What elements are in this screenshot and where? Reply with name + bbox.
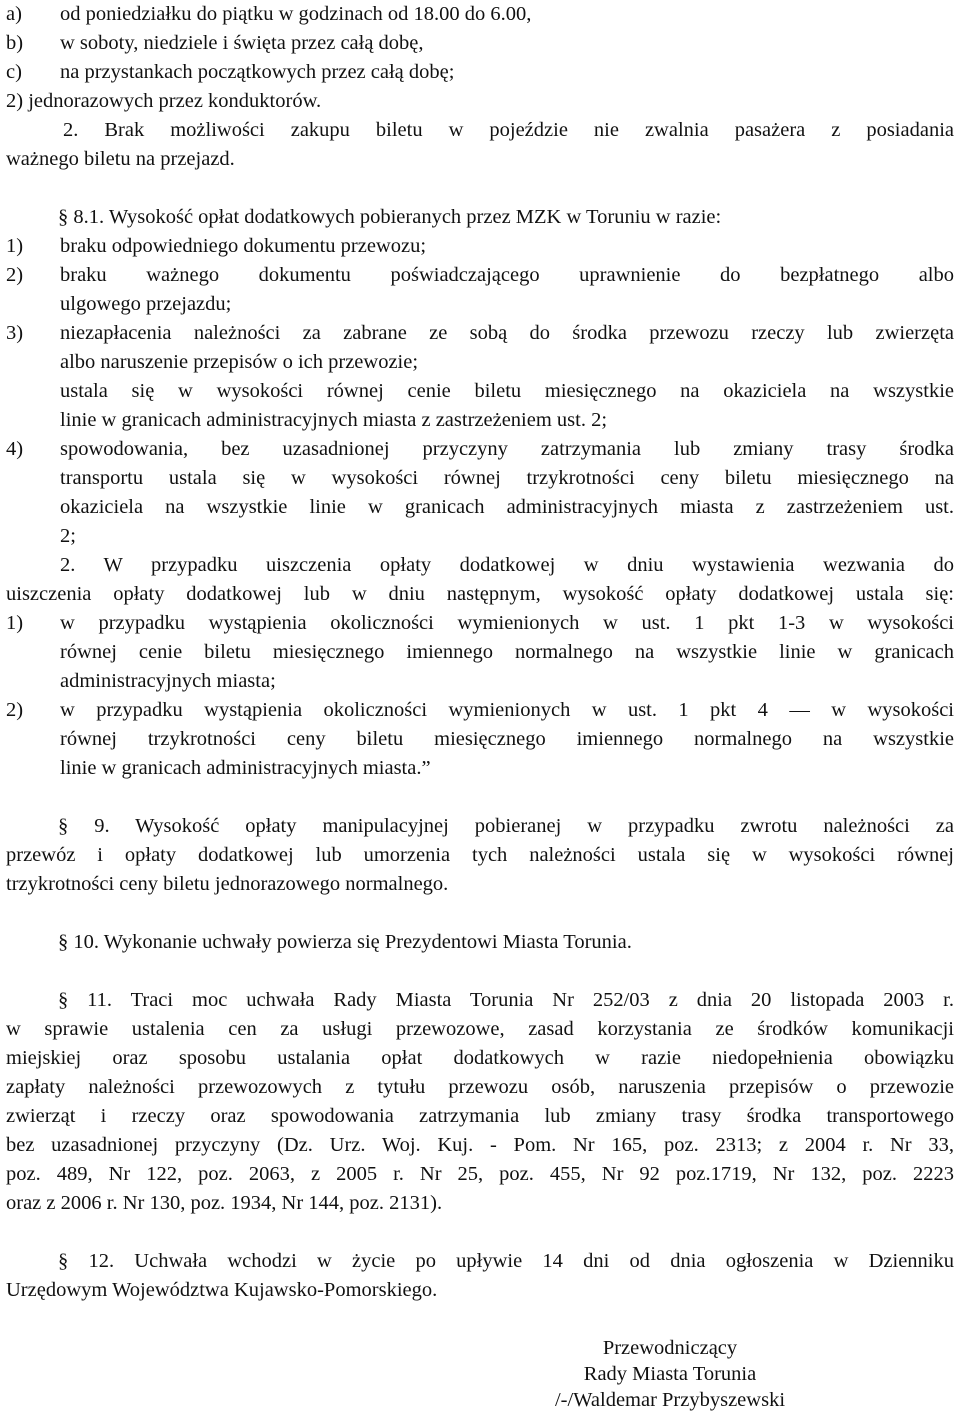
paragraph-line: Urzędowym Województwa Kujawsko-Pomorskiego. [6, 1279, 438, 1301]
list-item-continuation: 2; [60, 525, 76, 547]
list-item-4 [6, 435, 954, 464]
list-item-continuation: linie w granicach administracyjnych miasta z zastrzeżeniem ust. 2; [60, 409, 608, 431]
signature-name: /-/Waldemar Przybyszewski [554, 1389, 786, 1411]
list-item-text: niezapłacenia należności za zabrane ze sobą do środka przewozu rzeczy lub zwierzęta [60, 322, 954, 344]
list-marker: 4) [6, 438, 24, 460]
list-item-3 [6, 319, 954, 348]
paragraph-line: zwierząt i rzeczy oraz spowodowania zatrzymania lub zmiany trasy środka transportowego [6, 1105, 954, 1127]
paragraph-line: 2. Brak możliwości zakupu biletu w pojeździe nie zwalnia pasażera z posiadania [63, 119, 954, 141]
signature-role: Przewodniczący [602, 1337, 738, 1359]
list-item-continuation: ulgowego przejazdu; [60, 293, 232, 315]
paragraph-line: przewóz i opłaty dodatkowej lub umorzenia tych należności ustala się w wysokości równej [6, 844, 954, 866]
paragraph-line: miejskiej oraz sposobu ustalania opłat dodatkowych w razie niedopełnienia obowiązku [6, 1047, 954, 1069]
list-item-2 [6, 261, 954, 290]
list-item-continuation: ustala się w wysokości równej cenie biletu miesięcznego na okaziciela na wszystkie [60, 380, 954, 402]
section-heading-9: § 9. Wysokość opłaty manipulacyjnej pobieranej w przypadku zwrotu należności za [58, 815, 954, 837]
list-item-text: w przypadku wystąpienia okoliczności wymienionych w ust. 1 pkt 4 — w wysokości [60, 699, 954, 721]
list-item-2 [6, 696, 954, 725]
paragraph-line: poz. 489, Nr 122, poz. 2063, z 2005 r. Nr 25, poz. 455, Nr 92 poz.1719, Nr 132, poz. 2223 [6, 1163, 954, 1185]
list-marker: 1) [6, 235, 24, 257]
list-item-continuation: administracyjnych miasta; [60, 670, 276, 692]
list-item-continuation: okaziciela na wszystkie linie w granicach administracyjnych miasta z zastrzeżeniem ust. [60, 496, 954, 518]
list-item-continuation: równej trzykrotności ceny biletu miesięcznego imiennego normalnego na wszystkie [60, 728, 954, 750]
list-marker: 2) [6, 264, 24, 286]
section-heading-8: § 8.1. Wysokość opłat dodatkowych pobieranych przez MZK w Toruniu w razie: [58, 206, 722, 228]
paragraph-line: w sprawie ustalenia cen za usługi przewozowe, zasad korzystania ze środków komunikacji [6, 1018, 954, 1040]
signature-body: Rady Miasta Torunia [583, 1363, 757, 1385]
section-heading-12: § 12. Uchwała wchodzi w życie po upływie 14 dni od dnia ogłoszenia w Dzienniku [58, 1250, 954, 1272]
paragraph-line: 2. W przypadku uiszczenia opłaty dodatkowej w dniu wystawienia wezwania do [60, 554, 954, 576]
list-marker: 1) [6, 612, 24, 634]
paragraph-line: trzykrotności ceny biletu jednorazowego normalnego. [6, 873, 449, 895]
list-item-c [6, 58, 954, 87]
list-marker: a) [6, 3, 22, 25]
paragraph-line: bez uzasadnionej przyczyny (Dz. Urz. Woj. Kuj. - Pom. Nr 165, poz. 2313; z 2004 r. Nr 33, [6, 1134, 954, 1156]
list-item-b [6, 29, 954, 58]
list-item-1 [6, 609, 954, 638]
list-item-text: spowodowania, bez uzasadnionej przyczyny zatrzymania lub zmiany trasy środka [60, 438, 954, 460]
list-item-text: w soboty, niedziele i święta przez całą dobę, [60, 32, 424, 54]
list-marker: c) [6, 61, 22, 83]
paragraph-line: oraz z 2006 r. Nr 130, poz. 1934, Nr 144, poz. 2131). [6, 1192, 443, 1214]
list-item-a [6, 0, 954, 29]
list-item-continuation: równej cenie biletu miesięcznego imiennego normalnego na wszystkie linie w granicach [60, 641, 954, 663]
list-item-1 [6, 232, 954, 261]
list-item-continuation: albo naruszenie przepisów o ich przewozie; [60, 351, 419, 373]
list-item-2: 2) jednorazowych przez konduktorów. [6, 90, 322, 112]
list-item-continuation: linie w granicach administracyjnych miasta.” [60, 757, 431, 779]
list-marker: 2) [6, 699, 24, 721]
paragraph-line: uiszczenia opłaty dodatkowej lub w dniu następnym, wysokość opłaty dodatkowej ustala się: [6, 583, 954, 605]
section-heading-11: § 11. Traci moc uchwała Rady Miasta Torunia Nr 252/03 z dnia 20 listopada 2003 r. [58, 989, 954, 1011]
list-item-text: braku odpowiedniego dokumentu przewozu; [60, 235, 427, 257]
list-marker: b) [6, 32, 24, 54]
paragraph-line: ważnego biletu na przejazd. [6, 148, 235, 170]
paragraph-line: zapłaty należności przewozowych z tytułu przewozu osób, naruszenia przepisów o przewozie [6, 1076, 954, 1098]
list-item-text: od poniedziałku do piątku w godzinach od 18.00 do 6.00, [60, 3, 532, 25]
section-heading-10: § 10. Wykonanie uchwały powierza się Prezydentowi Miasta Torunia. [58, 931, 632, 953]
list-item-text: na przystankach początkowych przez całą dobę; [60, 61, 455, 83]
list-item-continuation: transportu ustala się w wysokości równej trzykrotności ceny biletu miesięcznego na [60, 467, 954, 489]
list-item-text: w przypadku wystąpienia okoliczności wymienionych w ust. 1 pkt 1-3 w wysokości [60, 612, 954, 634]
list-item-text: braku ważnego dokumentu poświadczającego uprawnienie do bezpłatnego albo [60, 264, 954, 286]
list-marker: 3) [6, 322, 24, 344]
